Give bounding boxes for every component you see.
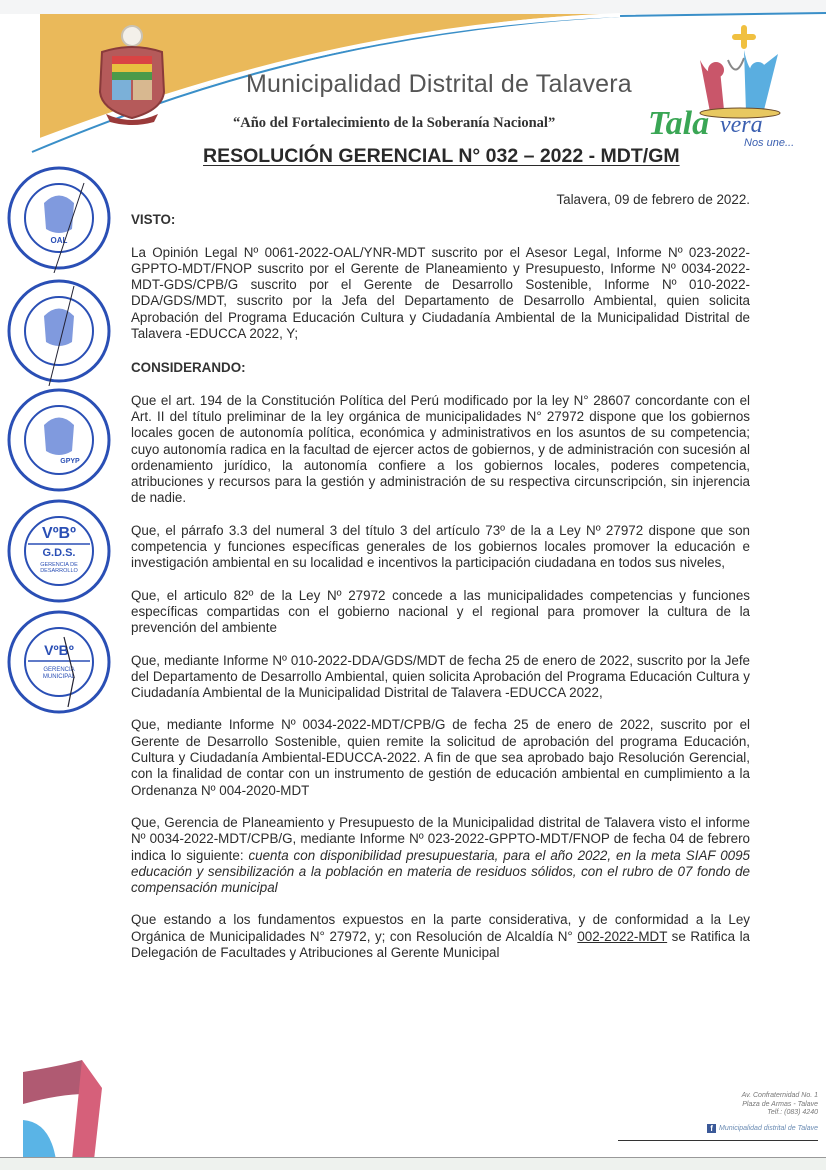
coat-of-arms-icon [92, 22, 172, 128]
facebook-icon: f [707, 1124, 716, 1133]
svg-text:GERENCIA: GERENCIA [43, 667, 75, 673]
svg-text:DESARROLLO: DESARROLLO [40, 568, 78, 574]
considerando-paragraph-final [131, 912, 750, 961]
year-slogan: “Año del Fortalecimiento de la Soberanía Nacional” [233, 115, 556, 131]
seal-icon-gerencia-municipal [4, 607, 114, 717]
footer-address [742, 1092, 818, 1118]
footer-divider [618, 1140, 818, 1141]
visto-heading: VISTO: [131, 212, 176, 228]
facebook-label: Municipalidad distrital de Talave [719, 1125, 818, 1132]
considerando-paragraph-5: Que, mediante Informe Nº 0034-2022-MDT/CPB/G de fecha 25 de enero de 2022, suscrito por el Gerente de Desarrollo Sostenible, quien remite la solicitud de aprobación del programa Educación, Cultura y Ciudadanía Ambiental-EDUCCA-2022. A fin de que sea aprobado bajo Resolución Gerencial, con la finalidad de contar con un instrumento de gestión de educación ambiental en cumplimiento a la Ordenanza Nº 004-2020-MDT [131, 717, 750, 798]
seal-icon-oal [4, 163, 114, 273]
considerando-paragraph-6 [131, 815, 750, 896]
seal-icon-gaj [4, 276, 114, 386]
svg-text:Nos une...: Nos une... [744, 137, 795, 149]
resolution-title: RESOLUCIÓN GERENCIAL N° 032 – 2022 - MDT/GM [203, 145, 680, 167]
considerando-paragraph-2: Que, el párrafo 3.3 del numeral 3 del título 3 del artículo 73º de la a Ley Nº 27972 dispone que son competencia y funciones específicas generales de los gobiernos locales promover la educación e investigación ambiental en su localidad e incentivos la participación ciudadana en todos sus niveles, [131, 522, 750, 571]
svg-text:Tala: Tala [648, 105, 710, 142]
seal-icon-gds [4, 496, 114, 606]
seal-icon-gpyp [4, 385, 114, 495]
gpp-paragraph-lead: Que, Gerencia de Planeamiento y Presupuesto de la Municipalidad distrital de Talavera visto el informe Nº 0034-2022-MDT/CPB/G, mediante Informe Nº 023-2022-GPPTO-MDT/FNOP de fecha 04 de febrero indica lo siguiente: [131, 814, 750, 863]
facebook-link[interactable] [707, 1124, 818, 1133]
considerando-paragraph-3: Que, el articulo 82º de la Ley Nº 27972 concede a las municipalidades competencias y funciones específicas compartidas con el gobierno nacional y el regional para promover la cultura de la prevención del ambiente [131, 587, 750, 636]
address-line-2: Plaza de Armas - Talave [742, 1100, 818, 1108]
date-line: Talavera, 09 de febrero de 2022. [556, 192, 750, 207]
final-paragraph-tail: se Ratifica la Delegación de Facultades y Atribuciones al Gerente Municipal [131, 928, 750, 960]
svg-text:OAL: OAL [50, 236, 68, 245]
document-body [131, 192, 750, 977]
svg-text:G.D.S.: G.D.S. [42, 547, 76, 559]
address-line-1: Av. Confraternidad No. 1 [741, 1092, 818, 1099]
municipality-name: Municipalidad Distrital de Talavera [246, 70, 632, 98]
considerando-paragraph-1: Que el art. 194 de la Constitución Política del Perú modificado por la ley N° 28607 concordante con el Art. II del título preliminar de la ley orgánica de municipalidades N° 27972 dispone que los gobiernos locales gocen de autonomía política, económica y administrativos en los asuntos de su competencia; cuyo autonomía radica en la facultad de ejercer actos de gobiernos, y de administración con sucesión al ordenamiento jurídico, la autonomía confiere a los gobiernos locales, poderes competencia, atribuciones y recursos para la gestión y administración de su respectiva circunscripción, sin injerencia de nadie. [131, 392, 750, 506]
svg-text:VºBº: VºBº [44, 642, 74, 658]
svg-text:GERENCIA DE: GERENCIA DE [40, 562, 78, 568]
gpp-paragraph-quote: cuenta con disponibilidad presupuestaria, para el año 2022, en la meta SIAF 0095 educación y sensibilización a la población en materia de residuos sólidos, con el rubro de 07 fondo de compensación municipal [131, 847, 750, 896]
visto-paragraph: La Opinión Legal Nº 0061-2022-OAL/YNR-MDT suscrito por el Asesor Legal, Informe Nº 023-2022-GPPTO-MDT/FNOP suscrito por el Gerente de Planeamiento y Presupuesto, Informe Nº 0034-2022-MDT-GDS/CPB/G suscrito por el Gerente de Desarrollo Sostenible, Informe Nº 010-2022-DDA/GDS/MDT, suscrito por la Jefa del Departamento de Desarrollo Ambiental, quien solicita Aprobación del Programa Educación Cultura y Ciudadanía Ambiental de la Municipalidad Distrital de Talavera -EDUCCA 2022, Y; [131, 244, 750, 342]
svg-text:VºBº: VºBº [42, 525, 76, 542]
considerando-heading: CONSIDERANDO: [131, 360, 246, 376]
considerando-paragraph-4: Que, mediante Informe Nº 010-2022-DDA/GDS/MDT de fecha 25 de enero de 2022, suscrito por la Jefe del Departamento de Desarrollo Ambiental, quien solicita Aprobación del Programa Educación Cultura y Ciudadanía Ambiental de la Municipalidad Distrital de Talavera -EDUCCA 2022, [131, 652, 750, 701]
scan-bottom-edge [0, 1157, 826, 1170]
resolution-reference: 002-2022-MDT [577, 928, 668, 944]
svg-text:GPYP: GPYP [60, 458, 80, 465]
footer-decoration-icon [20, 1060, 130, 1169]
phone-line: Telf.: (083) 4240 [767, 1109, 818, 1116]
svg-text:vera: vera [720, 112, 763, 138]
final-paragraph-lead: Que estando a los fundamentos expuestos en la parte considerativa, y de conformidad a la Ley Orgánica de Municipalidades N° 27972, y; con Resolución de Alcaldía N° [131, 912, 750, 944]
talavera-brand-logo [640, 20, 820, 150]
svg-text:MUNICIPAL: MUNICIPAL [42, 674, 76, 680]
